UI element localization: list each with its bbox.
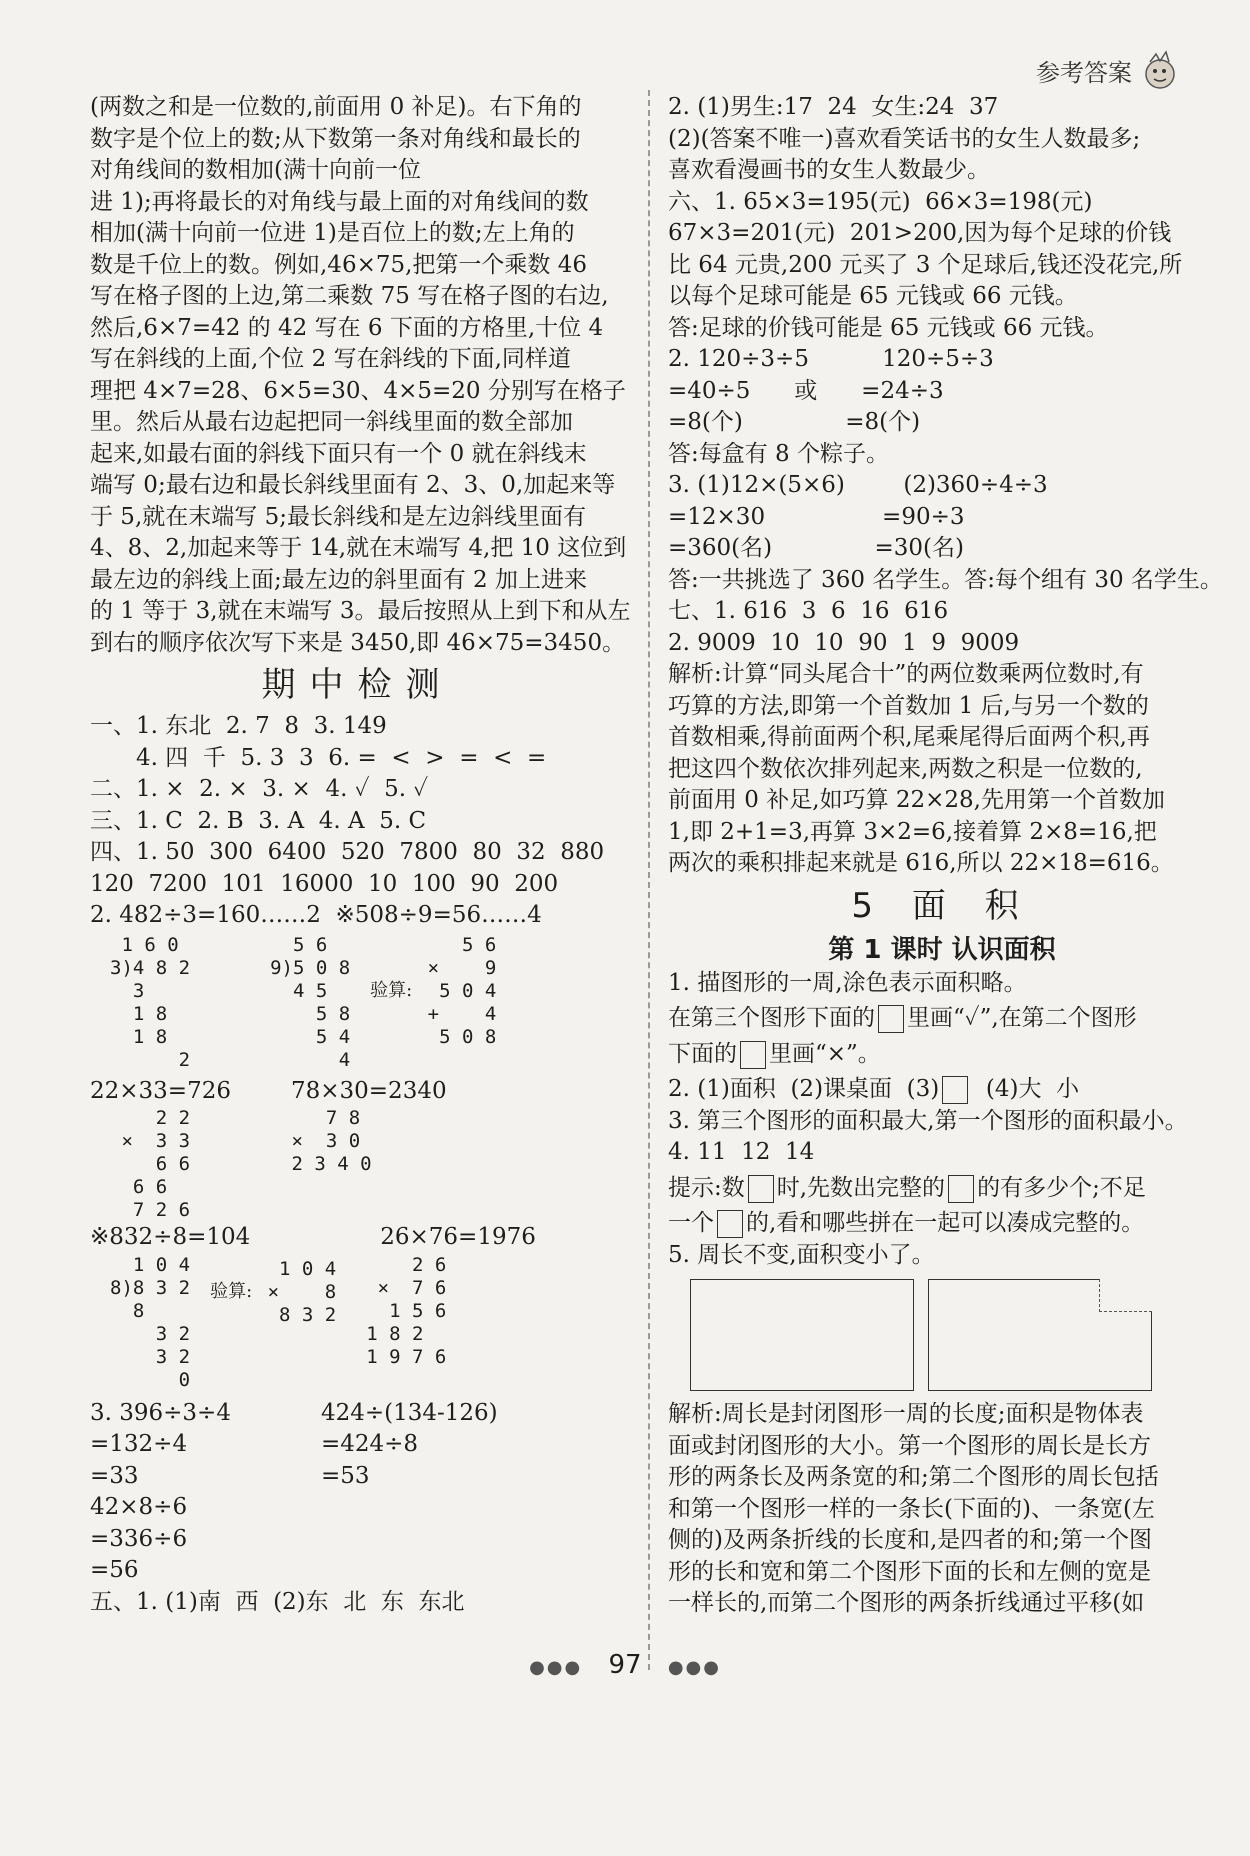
lesson-title: 第 1 课时 认识面积 xyxy=(828,934,1056,965)
text-fragment: 里画“×”。 xyxy=(769,1040,881,1067)
text-line: 4、8、2,加起来等于 14,就在末端写 4,把 10 这位到 xyxy=(90,535,627,561)
text-line: 数是千位上的数。例如,46×75,把第一个乘数 46 xyxy=(90,251,588,278)
answer-line xyxy=(668,1074,1216,1106)
answer-line: 一、1. 东北 2. 7 8 3. 149 xyxy=(90,713,387,739)
answer-box xyxy=(948,1175,974,1203)
rectangle-figure-1 xyxy=(690,1279,914,1391)
answer-line: 三、1. C 2. B 3. A 4. A 5. C xyxy=(90,807,427,834)
answer-line: 67×3=201(元) 201>200,因为每个足球的价钱 xyxy=(668,220,1172,246)
text-line: 面或封闭图形的大小。第一个图形的周长是长方 xyxy=(668,1432,1151,1459)
answer-line: 4. 11 12 14 xyxy=(668,1139,815,1165)
text-line: 于 5,就在末端写 5;最长斜线和是左边斜线里面有 xyxy=(90,503,586,530)
text-line: 的 1 等于 3,就在末端写 3。最后按照从上到下和从左 xyxy=(90,598,631,624)
answer-line: =360(名) =30(名) xyxy=(668,535,964,561)
midterm-title: 期中检测 xyxy=(261,665,454,705)
text-fragment: 时,先数出完整的 xyxy=(776,1174,946,1201)
answer-line: 120 7200 101 16000 10 100 90 200 xyxy=(90,870,559,897)
answer-line: =12×30 =90÷3 xyxy=(668,503,965,530)
answer-box xyxy=(878,1005,904,1033)
text-line: 起来,如最右面的斜线下面只有一个 0 就在斜线末 xyxy=(90,440,587,467)
text-line: 到右的顺序依次写下来是 3450,即 46×75=3450。 xyxy=(90,629,626,656)
mul-equation: 78×30=2340 xyxy=(290,1077,447,1104)
answer-line: 2. 482÷3=160……2 ※508÷9=56……4 xyxy=(90,902,542,928)
text-line: 两次的乘积排起来就是 616,所以 22×18=616。 xyxy=(668,850,1174,876)
answer-line: 以每个足球可能是 65 元钱或 66 元钱。 xyxy=(668,283,1078,309)
mul-calc-78x30: 7 8 × 3 0 2 3 4 0 xyxy=(291,1107,372,1175)
text-line: 端写 0;最右边和最长斜线里面有 2、3、0,加起来等 xyxy=(90,472,616,498)
text-fragment: 里画“✓”,在第二个图形 xyxy=(907,1005,1137,1031)
vertical-calc-group xyxy=(110,934,625,1072)
text-line: 写在斜线的上面,个位 2 写在斜线的下面,同样道 xyxy=(90,346,571,372)
answer-box xyxy=(717,1210,743,1238)
page-number: 97 xyxy=(608,1650,642,1680)
answer-line xyxy=(668,1039,1216,1071)
answer-line: 四、1. 50 300 6400 520 7800 80 32 880 xyxy=(90,839,605,865)
column-divider xyxy=(648,90,650,1670)
text-line: 侧的)及两条折线的长度和,是四者的和;第一个图 xyxy=(668,1527,1153,1553)
calc-step: =424÷8 xyxy=(320,1431,419,1457)
text-line: 形的长和宽和第二个图形下面的长和左侧的宽是 xyxy=(668,1558,1151,1585)
answer-line xyxy=(668,1173,1216,1205)
text-line: 解析:计算“同头尾合十”的两位数乘两位数时,有 xyxy=(668,661,1144,687)
decor-dots-icon: ●●● xyxy=(667,1657,721,1678)
check-calc-508: 5 6 × 9 5 0 4 + 4 5 0 8 xyxy=(427,933,497,1048)
answer-line: 3. 第三个图形的面积最大,第一个图形的面积最小。 xyxy=(668,1107,1188,1134)
right-column xyxy=(668,92,1223,1620)
calc-step: 42×8÷6 xyxy=(90,1494,188,1520)
long-division-508: 5 6 9)5 0 8 4 5 5 8 5 4 4 xyxy=(270,933,351,1071)
text-fragment: (4)大 小 xyxy=(971,1076,1080,1102)
text-line: 把这四个数依次排列起来,两数之积是一位数的, xyxy=(668,755,1143,782)
check-label: 验算: xyxy=(210,1281,253,1303)
text-fragment: 2. (1)面积 (2)课桌面 (3) xyxy=(668,1076,940,1102)
answer-line: 答:每盒有 8 个粽子。 xyxy=(668,440,890,467)
text-line: 最左边的斜线上面;最左边的斜里面有 2 加上进来 xyxy=(90,566,588,593)
calc-step: 3. 396÷3÷4 xyxy=(90,1399,231,1426)
cut-corner xyxy=(1099,1279,1152,1312)
answer-line: 比 64 元贵,200 元买了 3 个足球后,钱还没花完,所 xyxy=(668,251,1183,278)
text-line: 前面用 0 补足,如巧算 22×28,先用第一个首数加 xyxy=(668,787,1165,813)
shape-figures xyxy=(690,1279,1216,1391)
answer-line: 六、1. 65×3=195(元) 66×3=198(元) xyxy=(668,188,1093,215)
answer-line: 五、1. (1)南 西 (2)东 北 东 东北 xyxy=(90,1588,465,1615)
text-line: 首数相乘,得前面两个积,尾乘尾得后面两个积,再 xyxy=(668,724,1150,750)
answer-line: 2. 120÷3÷5 120÷5÷3 xyxy=(668,346,994,372)
answer-line: 七、1. 616 3 6 16 616 xyxy=(668,598,949,624)
text-line: 进 1);再将最长的对角线与最上面的对角线间的数 xyxy=(90,188,589,215)
text-fragment: 在第三个图形下面的 xyxy=(668,1005,875,1031)
text-fragment: 的,看和哪些拼在一起可以凑成完整的。 xyxy=(746,1210,1145,1236)
text-line: 1,即 2+1=3,再算 3×2=6,接着算 2×8=16,把 xyxy=(668,818,1157,845)
answer-line: 5. 周长不变,面积变小了。 xyxy=(668,1241,935,1268)
unit-title: 5 面 积 xyxy=(851,885,1033,926)
page-footer xyxy=(0,1650,1250,1680)
answer-line: 二、1. × 2. × 3. × 4. ✓ 5. ✓ xyxy=(90,776,429,802)
answer-line: =8(个) =8(个) xyxy=(668,409,921,435)
answer-line: 答:足球的价钱可能是 65 元钱或 66 元钱。 xyxy=(668,314,1109,341)
mul-equation: 22×33=726 xyxy=(90,1077,231,1104)
rectangle-figure-2 xyxy=(928,1279,1152,1391)
calc-step: =53 xyxy=(320,1462,370,1489)
answer-box xyxy=(942,1076,968,1104)
mixed-calc-row xyxy=(90,1398,625,1493)
calc-step: =132÷4 xyxy=(90,1431,188,1457)
answer-line xyxy=(668,1003,1216,1035)
answer-line: 2. 9009 10 10 90 1 9 9009 xyxy=(668,629,1020,656)
text-line: (两数之和是一位数的,前面用 0 补足)。右下角的 xyxy=(90,94,582,120)
analysis-paragraph xyxy=(668,659,1216,880)
vertical-calc-group xyxy=(110,1254,625,1392)
mixed-calc-a xyxy=(90,1398,231,1493)
answer-line: (2)(答案不唯一)喜欢看笑话书的女生人数最多; xyxy=(668,125,1141,152)
header-title: 参考答案 xyxy=(1036,58,1132,87)
mul-calc-26x76: 2 6 × 7 6 1 5 6 1 8 2 1 9 7 6 xyxy=(366,1253,447,1368)
mul-equation: 26×76=1976 xyxy=(380,1224,536,1250)
text-line: 数字是个位上的数;从下数第一条对角线和最长的 xyxy=(90,125,581,152)
div-equation: ※832÷8=104 xyxy=(90,1224,251,1250)
text-line: 巧算的方法,即第一个首数加 1 后,与另一个数的 xyxy=(668,692,1149,719)
answer-box xyxy=(748,1175,774,1203)
check-calc-832: 1 0 4 × 8 8 3 2 xyxy=(267,1257,337,1326)
calc-step: =56 xyxy=(90,1557,139,1583)
mixed-calc-b xyxy=(321,1398,498,1493)
text-fragment: 的有多少个;不足 xyxy=(977,1174,1146,1201)
answer-line: 2. (1)男生:17 24 女生:24 37 xyxy=(668,94,999,120)
answer-line: 喜欢看漫画书的女生人数最少。 xyxy=(668,157,990,183)
text-line: 和第一个图形一样的一条长(下面的)、一条宽(左 xyxy=(668,1495,1155,1522)
answer-line: 3. (1)12×(5×6) (2)360÷4÷3 xyxy=(668,472,1048,498)
calc-step: =33 xyxy=(90,1462,139,1489)
page-header xyxy=(1036,48,1180,92)
calc-step: =336÷6 xyxy=(90,1525,188,1552)
answer-line: 答:一共挑选了 360 名学生。答:每个组有 30 名学生。 xyxy=(668,566,1223,593)
long-division-482: 1 6 0 3)4 8 2 3 1 8 1 8 2 xyxy=(110,933,191,1071)
text-fragment: 一个 xyxy=(668,1210,714,1236)
calc-step: 424÷(134-126) xyxy=(320,1399,498,1426)
answer-line xyxy=(668,1208,1216,1240)
answer-line: 1. 描图形的一周,涂色表示面积略。 xyxy=(668,969,1027,996)
mascot-icon xyxy=(1136,48,1180,92)
long-division-832: 1 0 4 8)8 3 2 8 3 2 3 2 0 xyxy=(110,1253,191,1391)
vertical-calc-group xyxy=(110,1107,625,1222)
text-line: 一样长的,而第二个图形的两条折线通过平移(如 xyxy=(668,1590,1145,1616)
answer-line xyxy=(90,1076,625,1108)
text-line: 相加(满十向前一位进 1)是百位上的数;左上角的 xyxy=(90,220,575,246)
answer-box xyxy=(740,1041,766,1069)
left-column xyxy=(90,92,631,1618)
text-line: 里。然后从最右边起把同一斜线里面的数全部加 xyxy=(90,409,573,435)
answer-line: =40÷5 或 =24÷3 xyxy=(668,377,944,404)
mixed-calc-c xyxy=(90,1492,625,1587)
decor-dots-icon: ●●● xyxy=(529,1657,583,1678)
analysis-paragraph xyxy=(668,1399,1216,1620)
text-line: 形的两条长及两条宽的和;第二个图形的周长包括 xyxy=(668,1464,1159,1490)
check-label: 验算: xyxy=(370,980,413,1002)
lattice-explanation xyxy=(90,92,631,659)
text-fragment: 下面的 xyxy=(668,1040,737,1067)
answer-line: 4. 四 千 5. 3 3 6. = < > = < = xyxy=(136,744,547,771)
text-line: 写在格子图的上边,第二乘数 75 写在格子图的右边, xyxy=(90,283,609,309)
text-fragment: 提示:数 xyxy=(668,1174,745,1201)
text-line: 解析:周长是封闭图形一周的长度;面积是物体表 xyxy=(668,1401,1144,1427)
text-line: 然后,6×7=42 的 42 写在 6 下面的方格里,十位 4 xyxy=(90,314,604,341)
text-line: 理把 4×7=28、6×5=30、4×5=20 分别写在格子 xyxy=(90,377,626,404)
answer-line xyxy=(90,1222,625,1254)
text-line: 对角线间的数相加(满十向前一位 xyxy=(90,157,421,183)
mul-calc-22x33: 2 2 × 3 3 6 6 6 6 7 2 6 xyxy=(121,1107,191,1221)
